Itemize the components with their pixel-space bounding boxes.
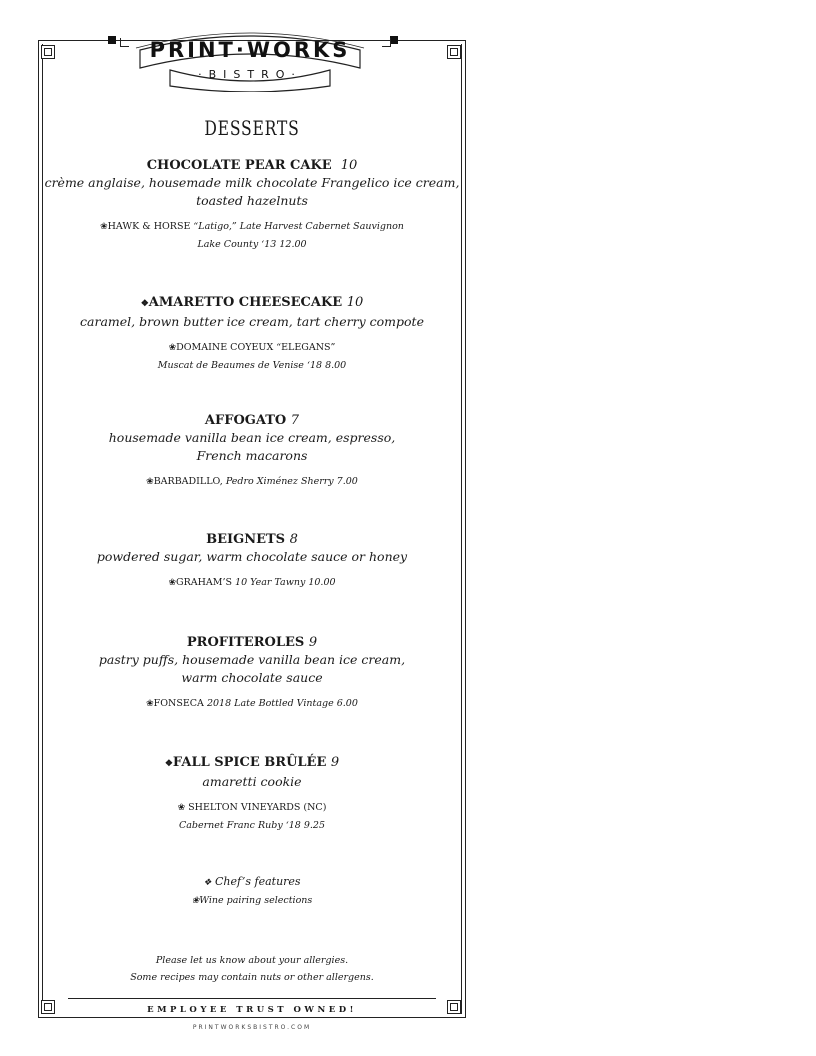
square-ornament-left <box>108 36 116 44</box>
dish-price: 9 <box>330 755 340 770</box>
menu-item <box>40 412 464 491</box>
wine-pairing: ❀DOMAINE COYEUX “ELEGANS” Muscat de Beaumes de Venise ‘18 8.00 <box>157 342 347 371</box>
website-link[interactable]: PRINTWORKSBISTRO.COM <box>192 1024 312 1031</box>
dish-description: caramel, brown butter ice cream, tart cherry compote <box>80 314 424 329</box>
wine-pairing-icon: ❀ <box>191 896 200 906</box>
legend-chef: ❖ Chef’s features <box>203 875 301 888</box>
wine-pairing: ❀BARBADILLO, Pedro Ximénez Sherry 7.00 <box>146 476 358 487</box>
wine-pairing: ❀FONSECA 2018 Late Bottled Vintage 6.00 <box>146 698 358 709</box>
wine-pairing-icon: ❀ <box>168 578 176 588</box>
dish-name: AFFOGATO 7 <box>204 413 300 428</box>
wine-pairing: ❀GRAHAM’S 10 Year Tawny 10.00 <box>168 577 336 588</box>
symbol-legend <box>40 874 464 909</box>
corner-ornament-top-right <box>447 45 461 59</box>
dish-description: housemade vanilla bean ice cream, espresso, French macarons <box>108 430 396 463</box>
footer-divider <box>68 998 436 999</box>
square-ornament-right <box>390 36 398 44</box>
dish-price: 10 <box>346 295 364 310</box>
wine-pairing-icon: ❀ <box>100 222 108 232</box>
dish-name: ❖FALL SPICE BRÛLÉE 9 <box>164 755 340 770</box>
menu-item <box>40 634 464 713</box>
menu-item <box>40 531 464 592</box>
wine-pairing-icon: ❀ <box>177 803 186 813</box>
chef-feature-icon: ❖ <box>203 878 212 888</box>
logo-wordmark: PRINT·WORKS <box>149 38 351 62</box>
tick-ornament-right <box>382 38 391 47</box>
allergy-notice: Please let us know about your allergies. Some recipes may contain nuts or other allergens. <box>130 955 374 983</box>
dish-price: 7 <box>290 413 300 428</box>
legend-wine: ❀Wine pairing selections <box>191 895 313 906</box>
dish-price: 8 <box>289 532 298 547</box>
dish-description: amaretti cookie <box>202 774 302 789</box>
wine-pairing: ❀ SHELTON VINEYARDS (NC) Cabernet Franc Ruby ‘18 9.25 <box>177 802 327 831</box>
chef-feature-icon: ❖ <box>164 759 173 769</box>
wine-pairing-icon: ❀ <box>168 343 177 353</box>
chef-feature-icon: ❖ <box>140 299 149 309</box>
dish-price: 10 <box>340 158 358 173</box>
wine-pairing-icon: ❀ <box>146 477 154 487</box>
dish-description: powdered sugar, warm chocolate sauce or honey <box>96 549 408 564</box>
dish-name: ❖AMARETTO CHEESECAKE 10 <box>140 295 364 310</box>
menu-item <box>40 754 464 834</box>
logo <box>130 28 370 92</box>
dish-name: PROFITEROLES 9 <box>186 635 318 650</box>
page-title: DESSERTS <box>204 116 300 140</box>
dish-price: 9 <box>308 635 318 650</box>
dish-description: crème anglaise, housemade milk chocolate Frangelico ice cream, toasted hazelnuts <box>44 175 460 208</box>
tick-ornament-left <box>120 38 129 47</box>
menu-item <box>40 157 464 253</box>
logo-subtitle: ·BISTRO· <box>198 68 302 81</box>
wine-pairing: ❀HAWK & HORSE “Latigo,” Late Harvest Cabernet Sauvignon Lake County ‘13 12.00 <box>100 221 404 250</box>
dish-name: BEIGNETS 8 <box>206 532 298 547</box>
corner-ornament-top-left <box>41 45 55 59</box>
dish-name: CHOCOLATE PEAR CAKE 10 <box>146 158 358 173</box>
employee-trust-tagline: EMPLOYEE TRUST OWNED! <box>147 1005 357 1015</box>
wine-pairing-icon: ❀ <box>146 699 154 709</box>
dish-description: pastry puffs, housemade vanilla bean ice cream, warm chocolate sauce <box>98 652 406 685</box>
menu-item <box>40 294 464 374</box>
